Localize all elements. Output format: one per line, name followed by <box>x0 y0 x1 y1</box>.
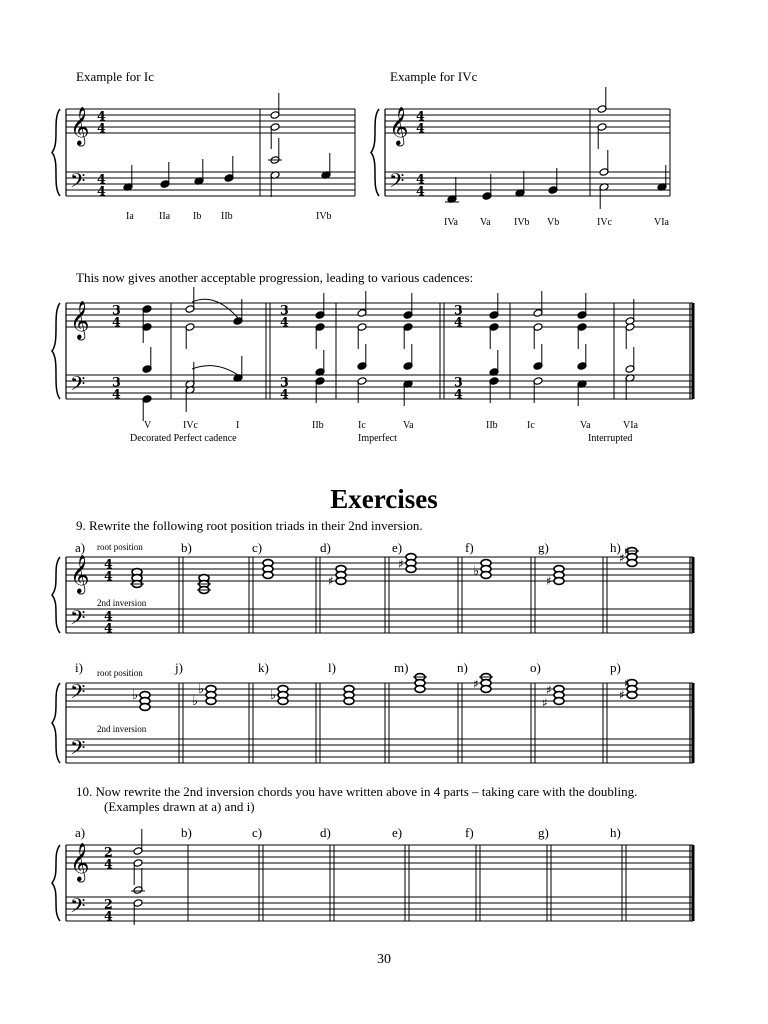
exercise-label: i) <box>75 660 83 675</box>
bass-clef-icon: 𝄢 <box>70 680 86 709</box>
whole-note <box>554 578 564 585</box>
treble-clef-icon: 𝄞 <box>70 842 90 881</box>
exercise-label: g) <box>538 540 549 555</box>
whole-note <box>415 686 425 693</box>
time-signature: 4 <box>104 620 113 636</box>
exercise-label: d) <box>320 825 331 840</box>
accidental: ♯ <box>619 551 625 565</box>
brace <box>52 109 60 196</box>
time-signature: 4 <box>104 556 113 572</box>
time-signature: 4 <box>104 856 113 872</box>
exercise-label: k) <box>258 660 269 675</box>
accidental: ♯ <box>473 677 479 691</box>
whole-note <box>263 572 273 579</box>
exercise-label: a) <box>75 825 86 840</box>
accidental: ♯ <box>624 676 630 690</box>
time-signature: 4 <box>416 171 425 187</box>
treble-clef-icon: 𝄞 <box>70 300 90 339</box>
accidental: ♭ <box>192 694 199 709</box>
roman-numeral: IVc <box>597 217 612 228</box>
accidental: ♯ <box>546 574 552 588</box>
cadence-label: Interrupted <box>588 433 633 444</box>
bass-clef-icon: 𝄢 <box>389 169 405 198</box>
time-signature: 4 <box>416 108 425 124</box>
whole-note <box>627 692 637 699</box>
roman-numeral: Va <box>403 420 414 431</box>
roman-numeral: Ic <box>358 420 366 431</box>
accidental: ♯ <box>619 688 625 702</box>
roman-numeral: Ia <box>126 211 134 222</box>
accidental: ♭ <box>132 688 139 703</box>
whole-note <box>406 566 416 573</box>
brace <box>52 683 60 763</box>
root-position-label: root position <box>97 542 143 552</box>
roman-numeral: Va <box>480 217 491 228</box>
second-inversion-label: 2nd inversion <box>97 724 147 734</box>
exercise-label: h) <box>610 540 621 555</box>
exercise-label: m) <box>394 660 409 675</box>
time-signature: 4 <box>97 183 106 199</box>
exercise-label: c) <box>252 825 263 840</box>
brace <box>52 845 60 921</box>
whole-note <box>278 698 288 705</box>
tie <box>192 366 238 375</box>
page-number: 30 <box>377 952 391 967</box>
roman-numeral: I <box>236 420 240 431</box>
time-signature: 3 <box>112 374 121 390</box>
roman-numeral: Va <box>580 420 591 431</box>
whole-note <box>481 686 491 693</box>
bass-clef-icon: 𝄢 <box>70 606 86 635</box>
exercise-label: g) <box>538 825 549 840</box>
brace <box>371 109 379 196</box>
roman-numeral: IIb <box>221 211 233 222</box>
exercise-label: j) <box>175 660 183 675</box>
roman-numeral: VIa <box>623 420 638 431</box>
time-signature: 4 <box>112 386 121 402</box>
whole-note <box>481 572 491 579</box>
time-signature: 4 <box>280 314 289 330</box>
brace <box>52 557 60 633</box>
time-signature: 3 <box>454 302 463 318</box>
bass-clef-icon: 𝄢 <box>70 894 86 923</box>
accidental: ♭ <box>473 564 480 579</box>
exercises-title: Exercises <box>330 484 438 514</box>
exercise-label: b) <box>181 825 192 840</box>
roman-numeral: V <box>144 420 152 431</box>
treble-clef-icon: 𝄞 <box>70 106 90 145</box>
exercise-label: c) <box>252 540 263 555</box>
time-signature: 4 <box>97 108 106 124</box>
whole-note <box>140 704 150 711</box>
time-signature: 3 <box>112 302 121 318</box>
time-signature: 4 <box>280 386 289 402</box>
roman-numeral: Vb <box>547 217 560 228</box>
whole-note <box>344 698 354 705</box>
exercise-label: e) <box>392 540 403 555</box>
accidental: ♭ <box>270 688 277 703</box>
roman-numeral: IVb <box>514 217 530 228</box>
time-signature: 4 <box>97 171 106 187</box>
time-signature: 4 <box>454 386 463 402</box>
exercise-label: b) <box>181 540 192 555</box>
exercise-label: h) <box>610 825 621 840</box>
exercise-label: l) <box>328 660 336 675</box>
roman-numeral: VIa <box>654 217 669 228</box>
example-ic-caption: Example for Ic <box>76 69 154 84</box>
roman-numeral: IIa <box>159 211 171 222</box>
progression-caption: This now gives another acceptable progression, leading to various cadences: <box>76 270 474 285</box>
time-signature: 4 <box>97 120 106 136</box>
exercise-label: e) <box>392 825 403 840</box>
time-signature: 2 <box>104 896 113 912</box>
exercise-label: d) <box>320 540 331 555</box>
accidental: ♯ <box>546 683 552 697</box>
whole-note <box>627 560 637 567</box>
accidental: ♯ <box>398 557 404 571</box>
time-signature: 4 <box>104 568 113 584</box>
bass-clef-icon: 𝄢 <box>70 372 86 401</box>
roman-numeral: IVc <box>183 420 198 431</box>
cadence-label: Imperfect <box>358 433 397 444</box>
exercise-label: o) <box>530 660 541 675</box>
cadence-label: Decorated Perfect cadence <box>130 433 237 444</box>
time-signature: 4 <box>104 908 113 924</box>
time-signature: 4 <box>416 183 425 199</box>
exercise-label: a) <box>75 540 86 555</box>
accidental: ♯ <box>542 696 548 710</box>
treble-clef-icon: 𝄞 <box>70 554 90 593</box>
second-inversion-label: 2nd inversion <box>97 598 147 608</box>
time-signature: 3 <box>280 374 289 390</box>
exercise-10-instruction-line2: (Examples drawn at a) and i) <box>104 799 255 814</box>
accidental: ♭ <box>198 682 205 697</box>
example-ivc-caption: Example for IVc <box>390 69 478 84</box>
time-signature: 4 <box>454 314 463 330</box>
roman-numeral: IIb <box>312 420 324 431</box>
exercise-10-instruction: 10. Now rewrite the 2nd inversion chords you have written above in 4 parts – taking care with the doubling. <box>76 784 638 799</box>
time-signature: 2 <box>104 844 113 860</box>
bass-clef-icon: 𝄢 <box>70 736 86 765</box>
whole-note <box>554 698 564 705</box>
time-signature: 4 <box>416 120 425 136</box>
roman-numeral: IVa <box>444 217 458 228</box>
time-signature: 3 <box>454 374 463 390</box>
exercise-label: f) <box>465 825 474 840</box>
time-signature: 3 <box>280 302 289 318</box>
exercise-label: f) <box>465 540 474 555</box>
time-signature: 4 <box>112 314 121 330</box>
whole-note <box>336 578 346 585</box>
roman-numeral: Ib <box>193 211 202 222</box>
bass-clef-icon: 𝄢 <box>70 169 86 198</box>
brace <box>52 303 60 399</box>
exercise-9-instruction: 9. Rewrite the following root position triads in their 2nd inversion. <box>76 518 423 533</box>
time-signature: 4 <box>104 608 113 624</box>
treble-clef-icon: 𝄞 <box>389 106 409 145</box>
accidental: ♯ <box>624 544 630 558</box>
roman-numeral: IVb <box>316 211 332 222</box>
whole-note <box>206 698 216 705</box>
root-position-label: root position <box>97 668 143 678</box>
exercise-label: p) <box>610 660 621 675</box>
roman-numeral: Ic <box>527 420 535 431</box>
exercise-label: n) <box>457 660 468 675</box>
roman-numeral: IIb <box>486 420 498 431</box>
accidental: ♯ <box>328 574 334 588</box>
